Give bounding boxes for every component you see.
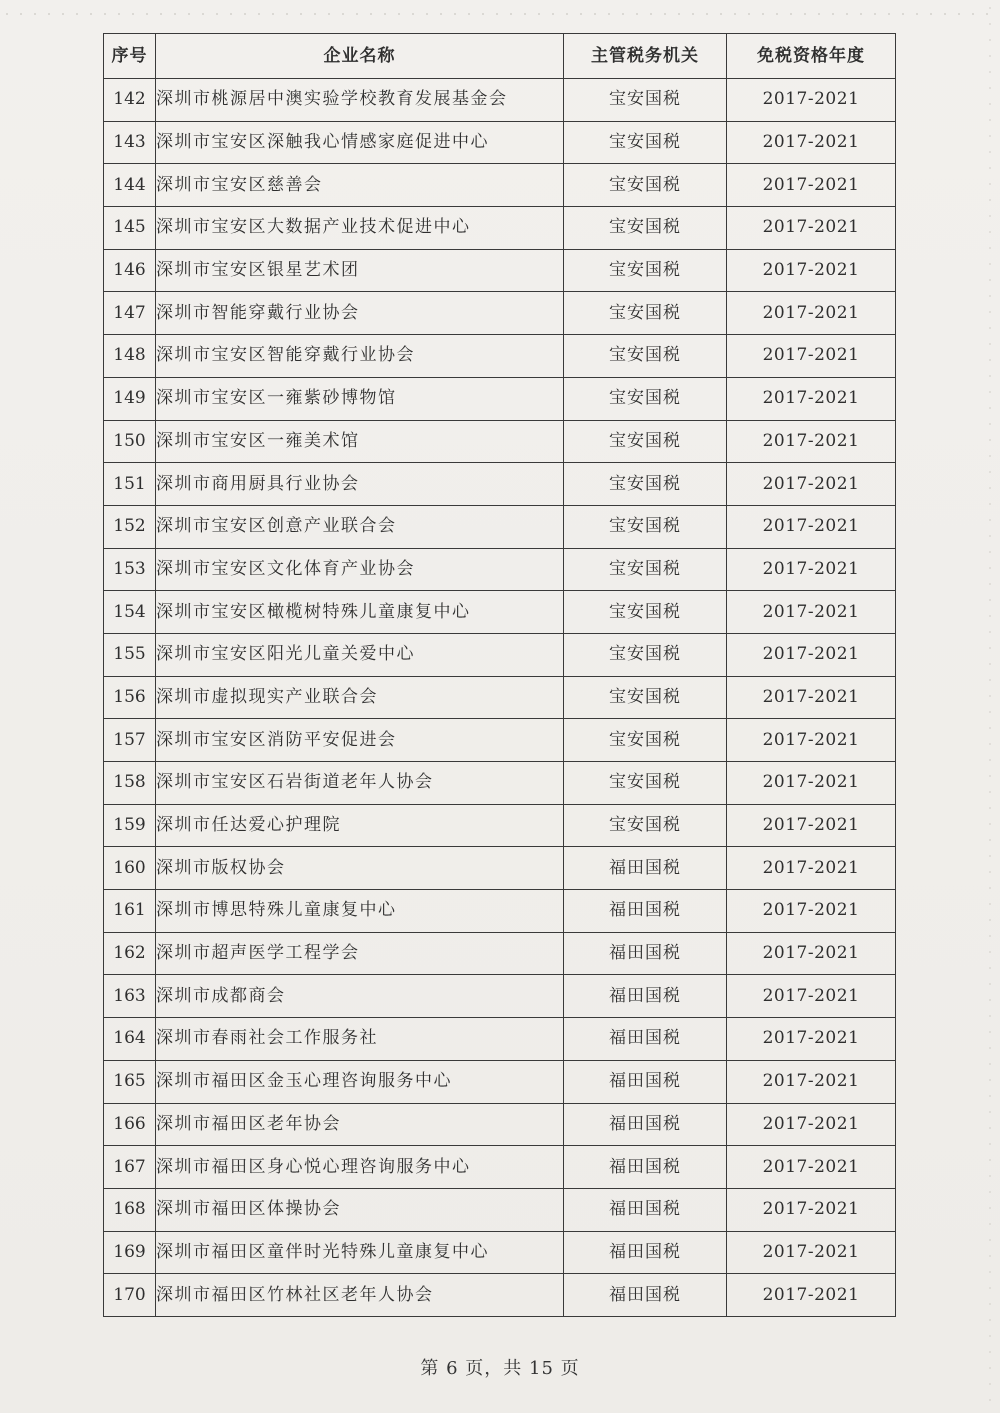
row-serial-number: 166 — [104, 1103, 156, 1146]
row-exemption-years: 2017-2021 — [727, 1188, 896, 1231]
table-row — [104, 719, 896, 762]
table-row — [104, 505, 896, 548]
row-exemption-years: 2017-2021 — [727, 1060, 896, 1103]
row-tax-authority: 宝安国税 — [564, 719, 727, 762]
row-organization-name: 深圳市宝安区慈善会 — [156, 164, 564, 207]
row-exemption-years: 2017-2021 — [727, 633, 896, 676]
row-serial-number: 146 — [104, 249, 156, 292]
row-tax-authority: 福田国税 — [564, 1103, 727, 1146]
row-exemption-years: 2017-2021 — [727, 292, 896, 335]
table-row — [104, 847, 896, 890]
scan-edge-dots-right — [986, 0, 994, 1413]
header-tax-authority: 主管税务机关 — [564, 34, 727, 79]
table-row — [104, 420, 896, 463]
table-row — [104, 292, 896, 335]
table-row — [104, 676, 896, 719]
row-serial-number: 157 — [104, 719, 156, 762]
table-row — [104, 463, 896, 506]
table-row — [104, 890, 896, 933]
table-row — [104, 548, 896, 591]
row-tax-authority: 宝安国税 — [564, 762, 727, 805]
row-organization-name: 深圳市宝安区石岩街道老年人协会 — [156, 762, 564, 805]
row-exemption-years: 2017-2021 — [727, 335, 896, 378]
row-exemption-years: 2017-2021 — [727, 1018, 896, 1061]
row-exemption-years: 2017-2021 — [727, 463, 896, 506]
row-organization-name: 深圳市福田区老年协会 — [156, 1103, 564, 1146]
row-exemption-years: 2017-2021 — [727, 79, 896, 122]
row-tax-authority: 福田国税 — [564, 1018, 727, 1061]
row-organization-name: 深圳市宝安区银星艺术团 — [156, 249, 564, 292]
row-organization-name: 深圳市任达爱心护理院 — [156, 804, 564, 847]
row-serial-number: 161 — [104, 890, 156, 933]
row-organization-name: 深圳市宝安区文化体育产业协会 — [156, 548, 564, 591]
table-row — [104, 121, 896, 164]
row-exemption-years: 2017-2021 — [727, 420, 896, 463]
row-exemption-years: 2017-2021 — [727, 591, 896, 634]
row-organization-name: 深圳市福田区身心悦心理咨询服务中心 — [156, 1146, 564, 1189]
row-organization-name: 深圳市版权协会 — [156, 847, 564, 890]
header-serial-number: 序号 — [104, 34, 156, 79]
row-serial-number: 142 — [104, 79, 156, 122]
table-row — [104, 975, 896, 1018]
row-tax-authority: 宝安国税 — [564, 79, 727, 122]
row-organization-name: 深圳市智能穿戴行业协会 — [156, 292, 564, 335]
table-row — [104, 591, 896, 634]
row-exemption-years: 2017-2021 — [727, 377, 896, 420]
row-tax-authority: 宝安国税 — [564, 548, 727, 591]
page-footer: 第 6 页，共 15 页 — [420, 1358, 580, 1379]
row-serial-number: 163 — [104, 975, 156, 1018]
row-tax-authority: 宝安国税 — [564, 207, 727, 250]
row-organization-name: 深圳市桃源居中澳实验学校教育发展基金会 — [156, 79, 564, 122]
row-serial-number: 151 — [104, 463, 156, 506]
row-tax-authority: 福田国税 — [564, 1060, 727, 1103]
row-organization-name: 深圳市福田区金玉心理咨询服务中心 — [156, 1060, 564, 1103]
row-exemption-years: 2017-2021 — [727, 890, 896, 933]
table-row — [104, 335, 896, 378]
row-exemption-years: 2017-2021 — [727, 676, 896, 719]
table-row — [104, 1188, 896, 1231]
row-tax-authority: 宝安国税 — [564, 335, 727, 378]
table-row — [104, 762, 896, 805]
row-exemption-years: 2017-2021 — [727, 847, 896, 890]
table-header-row — [104, 34, 896, 79]
row-serial-number: 170 — [104, 1274, 156, 1317]
row-exemption-years: 2017-2021 — [727, 505, 896, 548]
row-organization-name: 深圳市宝安区一雍紫砂博物馆 — [156, 377, 564, 420]
table-row — [104, 633, 896, 676]
row-organization-name: 深圳市宝安区消防平安促进会 — [156, 719, 564, 762]
row-exemption-years: 2017-2021 — [727, 1231, 896, 1274]
row-exemption-years: 2017-2021 — [727, 804, 896, 847]
row-tax-authority: 宝安国税 — [564, 292, 727, 335]
table-body — [104, 79, 896, 1317]
row-exemption-years: 2017-2021 — [727, 164, 896, 207]
row-serial-number: 149 — [104, 377, 156, 420]
row-exemption-years: 2017-2021 — [727, 1103, 896, 1146]
row-tax-authority: 福田国税 — [564, 1188, 727, 1231]
row-tax-authority: 宝安国税 — [564, 676, 727, 719]
header-exemption-years: 免税资格年度 — [727, 34, 896, 79]
row-exemption-years: 2017-2021 — [727, 548, 896, 591]
table-row — [104, 932, 896, 975]
row-tax-authority: 宝安国税 — [564, 164, 727, 207]
row-tax-authority: 福田国税 — [564, 975, 727, 1018]
row-serial-number: 169 — [104, 1231, 156, 1274]
row-exemption-years: 2017-2021 — [727, 207, 896, 250]
row-exemption-years: 2017-2021 — [727, 975, 896, 1018]
table-row — [104, 249, 896, 292]
row-tax-authority: 宝安国税 — [564, 505, 727, 548]
row-serial-number: 168 — [104, 1188, 156, 1231]
table-row — [104, 1018, 896, 1061]
table-row — [104, 79, 896, 122]
header-organization-name: 企业名称 — [156, 34, 564, 79]
row-tax-authority: 福田国税 — [564, 847, 727, 890]
row-exemption-years: 2017-2021 — [727, 932, 896, 975]
row-organization-name: 深圳市福田区体操协会 — [156, 1188, 564, 1231]
row-tax-authority: 福田国税 — [564, 1231, 727, 1274]
row-exemption-years: 2017-2021 — [727, 249, 896, 292]
tax-exempt-organizations-table — [103, 33, 896, 1317]
row-serial-number: 167 — [104, 1146, 156, 1189]
row-tax-authority: 宝安国税 — [564, 633, 727, 676]
row-serial-number: 150 — [104, 420, 156, 463]
row-serial-number: 154 — [104, 591, 156, 634]
row-serial-number: 148 — [104, 335, 156, 378]
row-serial-number: 156 — [104, 676, 156, 719]
row-exemption-years: 2017-2021 — [727, 1274, 896, 1317]
row-exemption-years: 2017-2021 — [727, 121, 896, 164]
row-serial-number: 153 — [104, 548, 156, 591]
table-row — [104, 377, 896, 420]
row-organization-name: 深圳市虚拟现实产业联合会 — [156, 676, 564, 719]
row-organization-name: 深圳市商用厨具行业协会 — [156, 463, 564, 506]
row-tax-authority: 宝安国税 — [564, 377, 727, 420]
row-organization-name: 深圳市宝安区创意产业联合会 — [156, 505, 564, 548]
row-organization-name: 深圳市宝安区深触我心情感家庭促进中心 — [156, 121, 564, 164]
table-row — [104, 1231, 896, 1274]
row-organization-name: 深圳市福田区竹林社区老年人协会 — [156, 1274, 564, 1317]
row-serial-number: 160 — [104, 847, 156, 890]
table-row — [104, 164, 896, 207]
table-row — [104, 1274, 896, 1317]
row-serial-number: 144 — [104, 164, 156, 207]
row-organization-name: 深圳市春雨社会工作服务社 — [156, 1018, 564, 1061]
table-row — [104, 1146, 896, 1189]
row-exemption-years: 2017-2021 — [727, 1146, 896, 1189]
row-serial-number: 164 — [104, 1018, 156, 1061]
row-organization-name: 深圳市宝安区一雍美术馆 — [156, 420, 564, 463]
row-serial-number: 159 — [104, 804, 156, 847]
row-organization-name: 深圳市宝安区阳光儿童关爱中心 — [156, 633, 564, 676]
row-serial-number: 158 — [104, 762, 156, 805]
row-serial-number: 143 — [104, 121, 156, 164]
row-tax-authority: 福田国税 — [564, 890, 727, 933]
row-tax-authority: 宝安国税 — [564, 121, 727, 164]
row-serial-number: 165 — [104, 1060, 156, 1103]
row-organization-name: 深圳市宝安区智能穿戴行业协会 — [156, 335, 564, 378]
row-organization-name: 深圳市福田区童伴时光特殊儿童康复中心 — [156, 1231, 564, 1274]
row-tax-authority: 宝安国税 — [564, 420, 727, 463]
row-serial-number: 155 — [104, 633, 156, 676]
row-serial-number: 162 — [104, 932, 156, 975]
table-row — [104, 1103, 896, 1146]
row-tax-authority: 宝安国税 — [564, 463, 727, 506]
row-exemption-years: 2017-2021 — [727, 762, 896, 805]
table-row — [104, 207, 896, 250]
row-organization-name: 深圳市宝安区大数据产业技术促进中心 — [156, 207, 564, 250]
row-tax-authority: 宝安国税 — [564, 249, 727, 292]
row-serial-number: 145 — [104, 207, 156, 250]
row-tax-authority: 福田国税 — [564, 932, 727, 975]
row-tax-authority: 宝安国税 — [564, 804, 727, 847]
row-serial-number: 152 — [104, 505, 156, 548]
table-row — [104, 1060, 896, 1103]
row-organization-name: 深圳市超声医学工程学会 — [156, 932, 564, 975]
row-organization-name: 深圳市成都商会 — [156, 975, 564, 1018]
row-tax-authority: 福田国税 — [564, 1146, 727, 1189]
row-tax-authority: 福田国税 — [564, 1274, 727, 1317]
scan-edge-dots-top — [0, 10, 1000, 18]
row-organization-name: 深圳市博思特殊儿童康复中心 — [156, 890, 564, 933]
row-exemption-years: 2017-2021 — [727, 719, 896, 762]
row-organization-name: 深圳市宝安区橄榄树特殊儿童康复中心 — [156, 591, 564, 634]
row-serial-number: 147 — [104, 292, 156, 335]
table-row — [104, 804, 896, 847]
row-tax-authority: 宝安国税 — [564, 591, 727, 634]
